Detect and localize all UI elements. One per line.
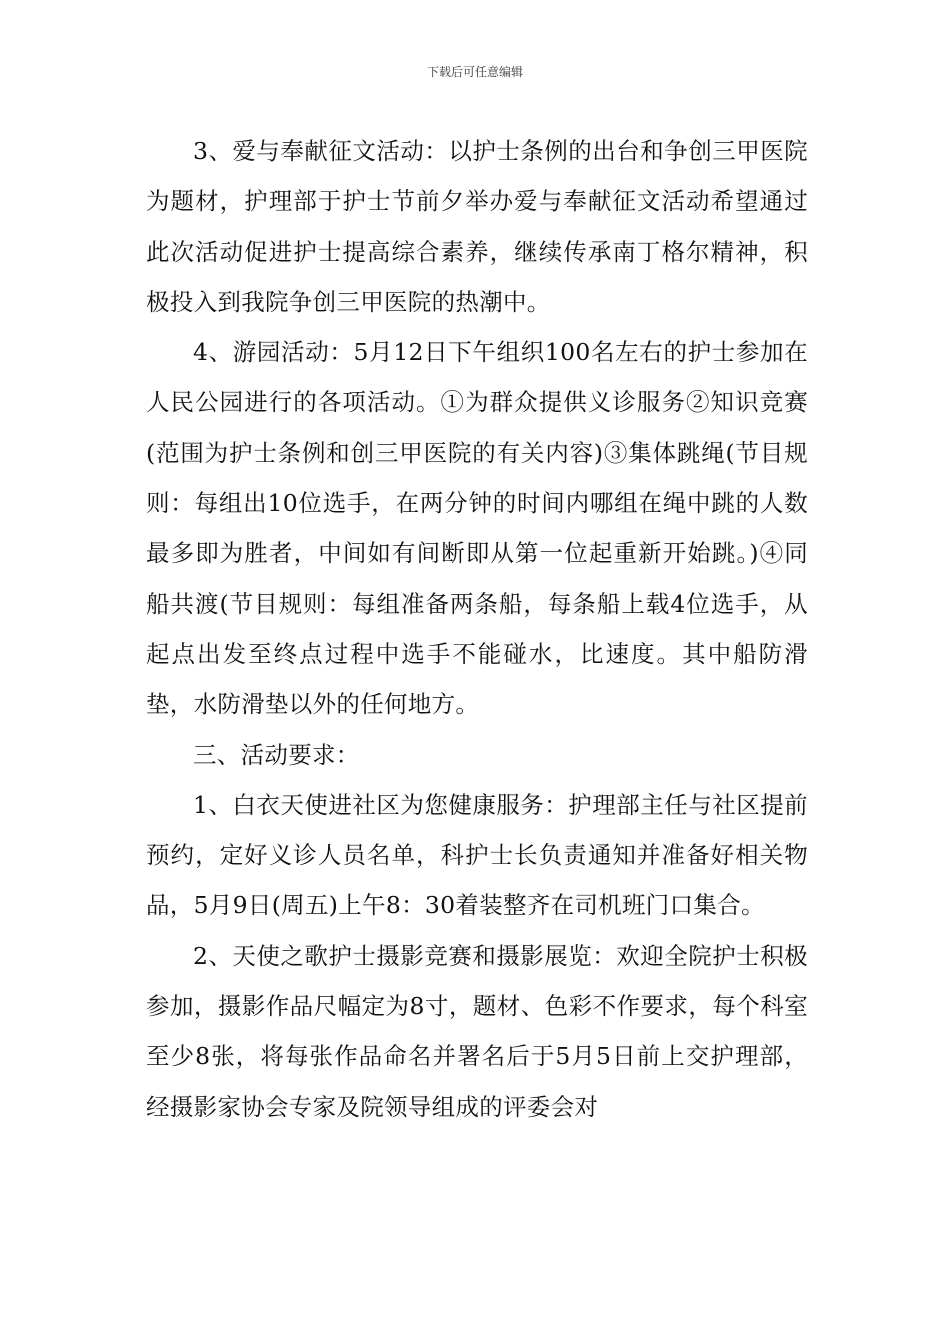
paragraph-photography-contest: 2、天使之歌护士摄影竞赛和摄影展览：欢迎全院护士积极参加，摄影作品尺幅定为8寸，题材、色彩不作要求，每个科室至少8张，将每张作品命名并署名后于5月5日前上交护理部，经摄影家协会专家及院领导组成的评委会对 bbox=[146, 941, 808, 1121]
paragraph-community-service: 1、白衣天使进社区为您健康服务：护理部主任与社区提前预约，定好义诊人员名单，科护士长负责通知并准备好相关物品，5月9日(周五)上午8：30着装整齐在司机班门口集合。 bbox=[146, 790, 808, 920]
paragraph-garden-activity: 4、游园活动：5月12日下午组织100名左右的护士参加在人民公园进行的各项活动。①为群众提供义诊服务②知识竞赛(范围为护士条例和创三甲医院的有关内容)③集体跳绳(节目规则：每组出10位选手，在两分钟的时间内哪组在绳中跳的人数最多即为胜者，中间如有间断即从第一位起重新开始跳。)④同船共渡(节目规则：每组准备两条船，每条船上载4位选手，从起点出发至终点过程中选手不能碰水，比速度。其中船防滑垫，水防滑垫以外的任何地方。 bbox=[146, 338, 808, 719]
document-body bbox=[146, 126, 808, 1132]
section-heading-requirements: 三、活动要求： bbox=[193, 740, 360, 769]
paragraph-essay-activity: 3、爱与奉献征文活动：以护士条例的出台和争创三甲医院为题材，护理部于护士节前夕举办爱与奉献征文活动希望通过此次活动促进护士提高综合素养，继续传承南丁格尔精神，积极投入到我院争创三甲医院的热潮中。 bbox=[146, 137, 808, 316]
page-header: 下载后可任意编辑 bbox=[426, 65, 523, 79]
